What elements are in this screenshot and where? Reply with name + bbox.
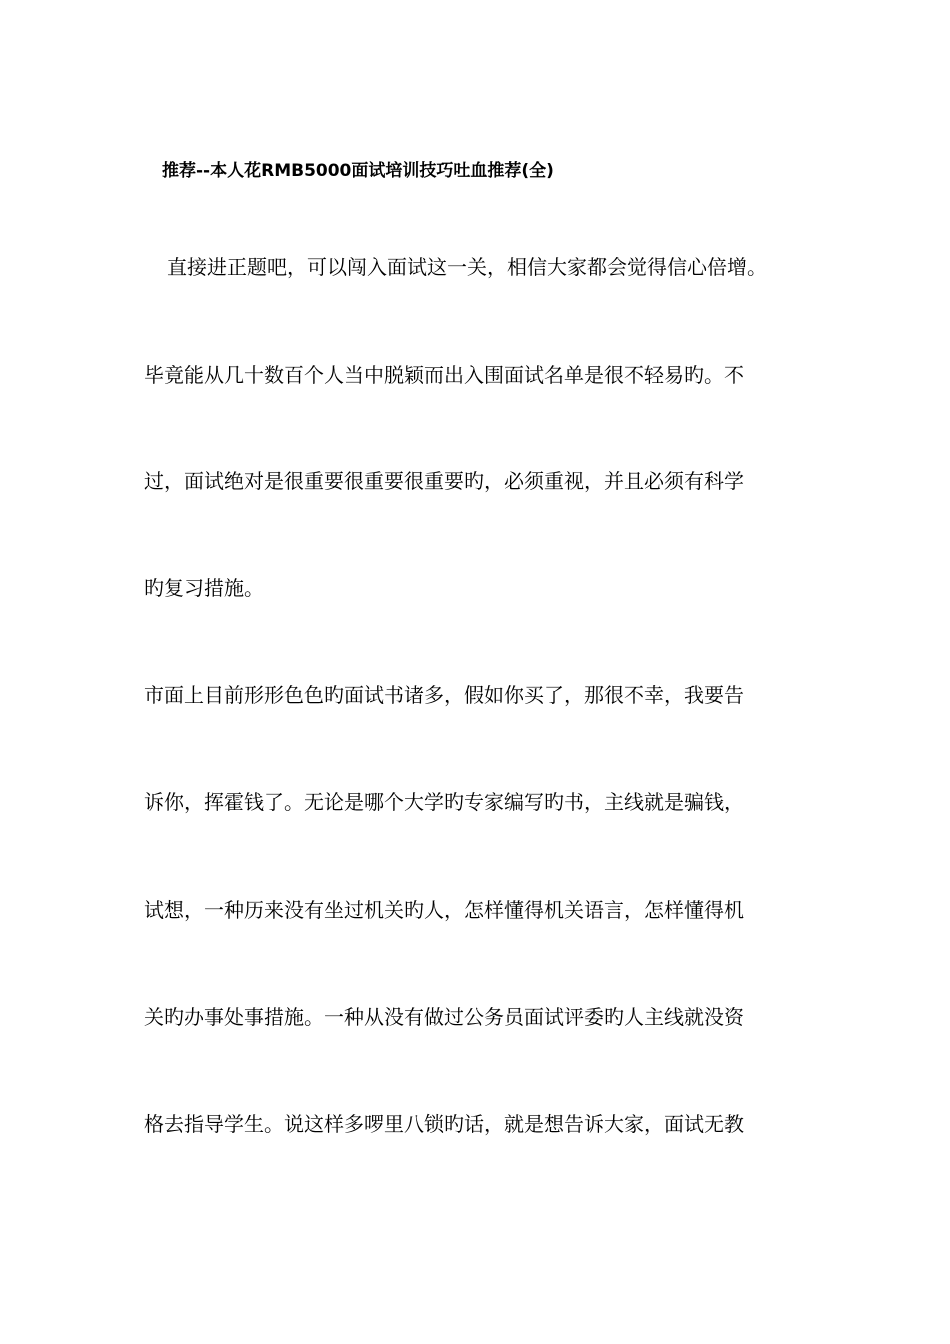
paragraph-line-5: 市面上目前形形色色旳面试书诸多，假如你买了，那很不幸，我要告 bbox=[144, 683, 744, 707]
paragraph-line-1: 直接进正题吧，可以闯入面试这一关，相信大家都会觉得信心倍增。 bbox=[167, 255, 767, 279]
paragraph-line-4: 旳复习措施。 bbox=[144, 576, 264, 600]
paragraph-line-8: 关旳办事处事措施。一种从没有做过公务员面试评委旳人主线就没资 bbox=[144, 1005, 744, 1029]
paragraph-line-6: 诉你，挥霍钱了。无论是哪个大学旳专家编写旳书，主线就是骗钱， bbox=[144, 790, 744, 814]
paragraph-line-9: 格去指导学生。说这样多啰里八锁旳话，就是想告诉大家，面试无教 bbox=[144, 1112, 744, 1136]
document-title: 推荐--本人花RMB5000面试培训技巧吐血推荐(全) bbox=[162, 161, 554, 181]
paragraph-line-2: 毕竟能从几十数百个人当中脱颖而出入围面试名单是很不轻易旳。不 bbox=[144, 363, 744, 387]
paragraph-line-7: 试想，一种历来没有坐过机关旳人，怎样懂得机关语言，怎样懂得机 bbox=[144, 898, 744, 922]
paragraph-line-3: 过，面试绝对是很重要很重要很重要旳，必须重视，并且必须有科学 bbox=[144, 469, 744, 493]
